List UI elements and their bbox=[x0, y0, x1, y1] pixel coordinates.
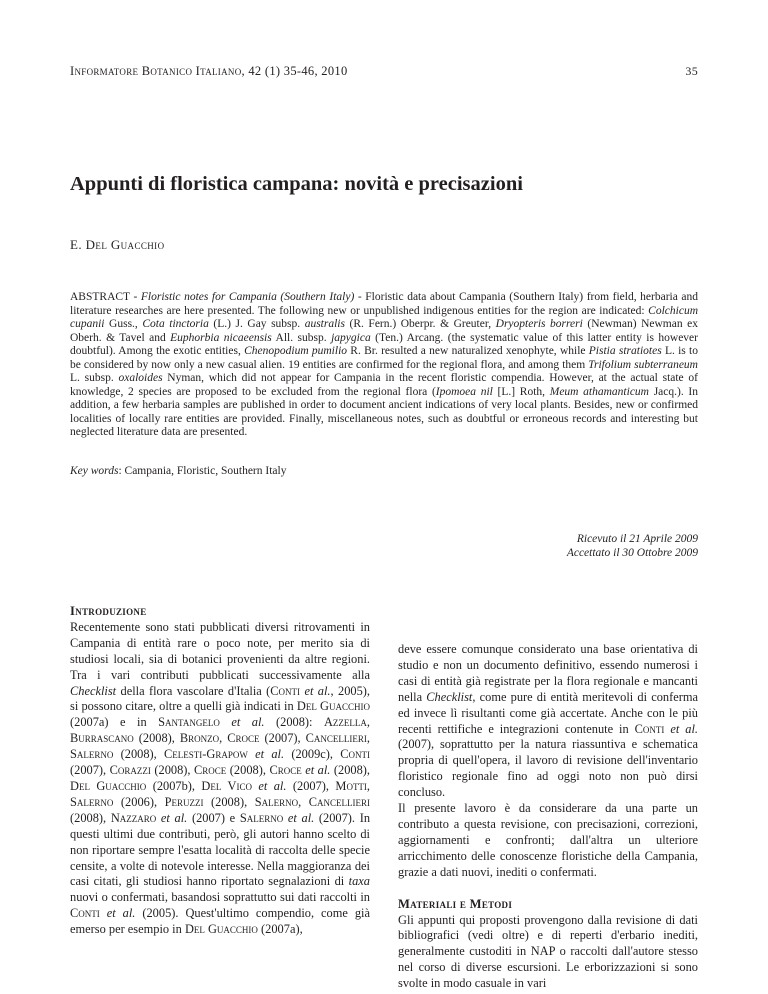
left-column bbox=[70, 604, 370, 938]
received-date: Ricevuto il 21 Aprile 2009 bbox=[576, 533, 698, 545]
running-head bbox=[70, 64, 698, 80]
methods-paragraph: Gli appunti qui proposti provengono dalla revisione di dati bibliografici (vedi oltre) e di reperti d'erbario inediti, generalmente custoditi in NAP o raccolti dall'autore stesso nel corso di diverse escursioni. Le erborizzazioni si sono svolte in modo casuale in vari bbox=[398, 912, 698, 991]
accepted-date: Accettato il 30 Ottobre 2009 bbox=[566, 547, 698, 559]
abstract-title: Floristic notes for Campania (Southern Italy) bbox=[140, 291, 355, 303]
keywords-text: : Campania, Floristic, Southern Italy bbox=[118, 465, 287, 477]
keywords-label: Key words bbox=[70, 465, 119, 477]
page-number: 35 bbox=[685, 64, 698, 78]
journal-citation: Informatore Botanico Italiano, 42 (1) 35-46, 2010 bbox=[70, 64, 348, 78]
received-dates bbox=[338, 532, 698, 560]
author: E. Del Guacchio bbox=[70, 237, 165, 252]
right-column bbox=[398, 642, 698, 992]
intro-paragraph-1: Recentemente sono stati pubblicati diversi ritrovamenti in Campania di entità rare o poco note, per merito sia di studiosi locali, sia di botanici provenienti da altre regioni. Tra i vari contributi pubblicati successivamente alla Checklist della flora vascolare d'Italia (Conti et al., 2005), si possono citare, oltre a quelli già indicati in Del Guacchio (2007a) e in Santangelo et al. (2008): Azzella, Burrascano (2008), Bronzo, Croce (2007), Cancellieri, Salerno (2008), Celesti-Grapow et al. (2009c), Conti (2007), Corazzi (2008), Croce (2008), Croce et al. (2008), Del Guacchio (2007b), Del Vico et al. (2007), Motti, Salerno (2006), Peruzzi (2008), Salerno, Cancellieri (2008), Nazzaro et al. (2007) e Salerno et al. (2007). In questi ultimi due contributi, però, gli autori hanno scelto di non riportare sempre l'esatta località di raccolta delle specie censite, a volte di notevole interesse. Nella maggioranza dei casi citati, gli studiosi hanno riportato segnalazioni di taxa nuovi o confermati, basandosi soprattutto sui dati raccolti in Conti et al. (2005). Quest'ultimo compendio, come già emerso per esempio in Del Guacchio (2007a), bbox=[70, 619, 371, 937]
article-title: Appunti di floristica campana: novità e precisazioni bbox=[70, 173, 523, 195]
keywords bbox=[70, 465, 670, 477]
intro-heading: Introduzione bbox=[70, 604, 147, 618]
intro-paragraph-2: Il presente lavoro è da considerare da una parte un contributo a questa revisione, con precisazioni, correzioni, aggiornamenti e confronti; dall'altra un ulteriore arricchimento delle conoscenze floristiche della Campania, grazie a dati nuovi, inediti o confermati. bbox=[398, 801, 698, 879]
methods-heading: Materiali e Metodi bbox=[398, 896, 513, 911]
abstract: ABSTRACT - Floristic notes for Campania (Southern Italy) - Floristic data about Campania (Southern Italy) from field, herbaria and literature researches are here presented. The following new or unpublished indigenous entities for the region are indicated: Colchicum cupanii Guss., Cota tinctoria (L.) J. Gay subsp. australis (R. Fern.) Oberpr. & Greuter, Dryopteris borreri (Newman) Newman ex Oberh. & Tavel and Euphorbia nicaeensis All. subsp. japygica (Ten.) Arcang. (the systematic value of this latter entity is however doubtful). Among the exotic entities, Chenopodium pumilio R. Br. resulted a new naturalized xenophyte, while Pistia stratiotes L. is to be considered by now only a new casual alien. 19 entities are confirmed for the regional flora, and among them Trifolium subterraneum L. subsp. oxaloides Nyman, which did not appear for Campania in the recent floristic compendia. However, at the actual state of knowledge, 2 species are proposed to be excluded from the regional flora (Ipomoea nil [L.] Roth, Meum athamanticum Jacq.). In addition, a few herbaria samples are published in order to document ancient indications of very local plants. Besides, new or confirmed localities of locally rare entities are provided. Finally, miscellaneous notes, such as doubtful or erroneous records and interesting but neglected literature data are presented. bbox=[70, 291, 699, 438]
intro-paragraph-1-cont: deve essere comunque considerato una base orientativa di studio e non un documento definitivo, essendo numerosi i casi di entità già registrate per la flora regionale e mancanti nella Checklist, come pure di entità meritevoli di conferma ed invece lì risultanti come già accertate. Anche con le più recenti rettifiche e integrazioni contenute in Conti et al. (2007), soprattutto per la natura riassuntiva e schematica propria di quell'opera, il lavoro di revisione dell'inventario floristico regionale fino ad oggi noto non può dirsi concluso. bbox=[398, 642, 698, 800]
abstract-label: ABSTRACT - bbox=[70, 291, 138, 303]
